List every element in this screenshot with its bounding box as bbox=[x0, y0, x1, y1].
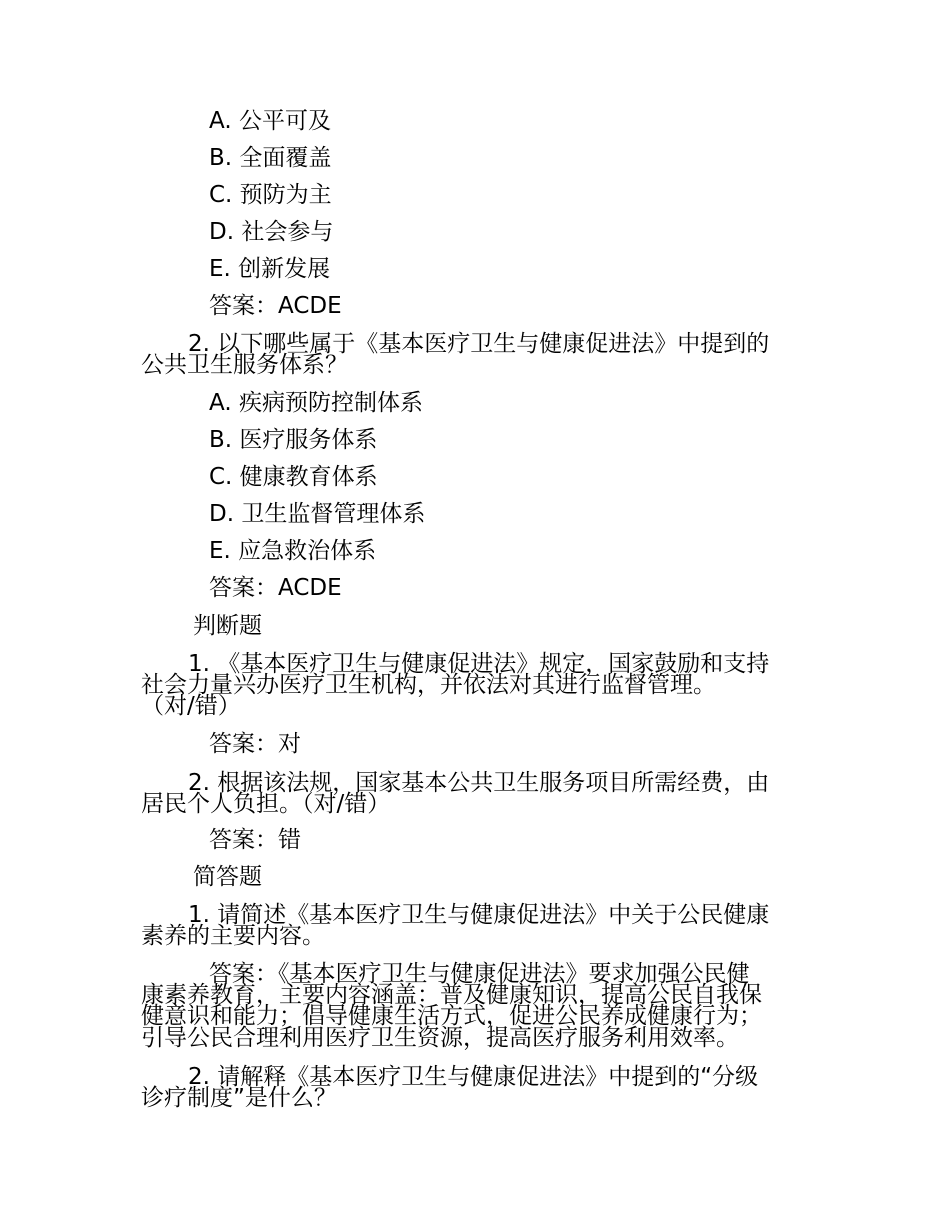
short-q1-line-1: 1. 请简述《基本医疗卫生与健康促进法》中关于公民健康 bbox=[188, 902, 770, 928]
q2-option-d: D. 卫生监督管理体系 bbox=[209, 501, 426, 527]
q1-option-a: A. 公平可及 bbox=[209, 108, 331, 134]
judge-q1-line-1: 1. 《基本医疗卫生与健康促进法》规定，国家鼓励和支持 bbox=[188, 651, 770, 677]
short-q1-line-2: 素养的主要内容。 bbox=[141, 923, 325, 949]
q2-option-c: C. 健康教育体系 bbox=[209, 464, 378, 490]
section-heading-judge: 判断题 bbox=[193, 613, 262, 639]
short-q1-answer-line-2: 康素养教育，主要内容涵盖：普及健康知识，提高公民自我保 bbox=[141, 982, 762, 1008]
q1-option-c: C. 预防为主 bbox=[209, 182, 332, 208]
q2-answer: 答案：ACDE bbox=[209, 575, 342, 601]
q2-option-b: B. 医疗服务体系 bbox=[209, 427, 378, 453]
q1-option-e: E. 创新发展 bbox=[209, 256, 331, 282]
judge-q2-line-2: 居民个人负担。（对/错） bbox=[141, 791, 391, 817]
judge-q1-line-3: （对/错） bbox=[141, 693, 241, 719]
short-q1-answer-line-3: 健意识和能力；倡导健康生活方式，促进公民养成健康行为； bbox=[141, 1003, 762, 1029]
q1-option-d: D. 社会参与 bbox=[209, 219, 334, 245]
short-q1-answer-line-4: 引导公民合理利用医疗卫生资源，提高医疗服务利用效率。 bbox=[141, 1025, 739, 1051]
section-heading-short: 简答题 bbox=[193, 864, 262, 890]
judge-q1-answer: 答案：对 bbox=[209, 731, 301, 757]
short-q2-line-1: 2. 请解释《基本医疗卫生与健康促进法》中提到的“分级 bbox=[188, 1064, 759, 1090]
q2-text-line-1: 2. 以下哪些属于《基本医疗卫生与健康促进法》中提到的 bbox=[188, 331, 770, 357]
judge-q1-line-2: 社会力量兴办医疗卫生机构，并依法对其进行监督管理。 bbox=[141, 672, 716, 698]
judge-q2-answer: 答案：错 bbox=[209, 827, 301, 853]
q2-option-e: E. 应急救治体系 bbox=[209, 538, 377, 564]
short-q2-line-2: 诊疗制度”是什么？ bbox=[141, 1085, 337, 1111]
q1-option-b: B. 全面覆盖 bbox=[209, 145, 332, 171]
q2-text-line-2: 公共卫生服务体系？ bbox=[141, 352, 348, 378]
q2-option-a: A. 疾病预防控制体系 bbox=[209, 390, 423, 416]
q1-answer: 答案：ACDE bbox=[209, 293, 342, 319]
judge-q2-line-1: 2. 根据该法规，国家基本公共卫生服务项目所需经费，由 bbox=[188, 770, 770, 796]
short-q1-answer-line-1: 答案：《基本医疗卫生与健康促进法》要求加强公民健 bbox=[209, 961, 750, 987]
